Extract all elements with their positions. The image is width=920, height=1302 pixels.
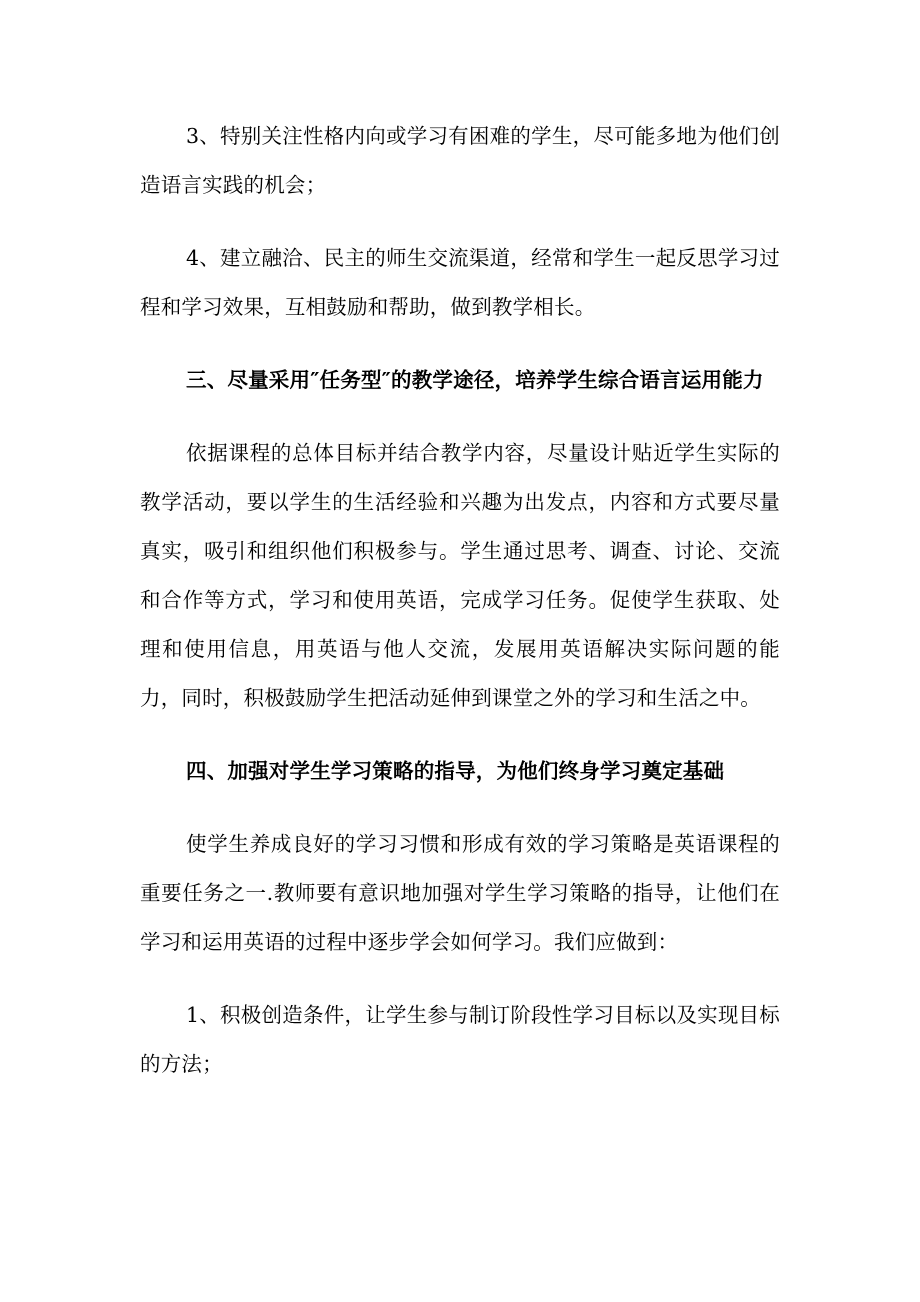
section-heading-4: 四、加强对学生学习策略的指导，为他们终身学习奠定基础 [186,759,725,783]
paragraph-item-3: 3、特别关注性格内向或学习有困难的学生，尽可能多地为他们创造语言实践的机会； [140,124,780,197]
spacer [140,405,780,429]
spacer [140,796,780,820]
spacer [140,332,780,356]
spacer [140,210,780,234]
paragraph-item-1: 1、积极创造条件，让学生参与制订阶段性学习目标以及实现目标的方法； [140,1003,780,1076]
spacer [140,723,780,747]
spacer [140,967,780,991]
section-4-body: 使学生养成良好的学习习惯和形成有效的学习策略是英语课程的重要任务之一.教师要有意识地加强对学生学习策略的指导，让他们在学习和运用英语的过程中逐步学会如何学习。我们应做到： [140,832,780,954]
section-3-body: 依据课程的总体目标并结合教学内容，尽量设计贴近学生实际的教学活动，要以学生的生活经验和兴趣为出发点，内容和方式要尽量真实，吸引和组织他们积极参与。学生通过思考、调查、讨论、交流和合作等方式，学习和使用英语，完成学习任务。促使学生获取、处理和使用信息，用英语与他人交流，发展用英语解决实际问题的能力，同时，积极鼓励学生把活动延伸到课堂之外的学习和生活之中。 [140,441,780,710]
section-heading-3: 三、尽量采用″任务型″的教学途径，培养学生综合语言运用能力 [186,368,764,392]
document-page [140,112,780,1089]
paragraph-item-4: 4、建立融洽、民主的师生交流渠道，经常和学生一起反思学习过程和学习效果，互相鼓励和帮助，做到教学相长。 [140,246,780,319]
